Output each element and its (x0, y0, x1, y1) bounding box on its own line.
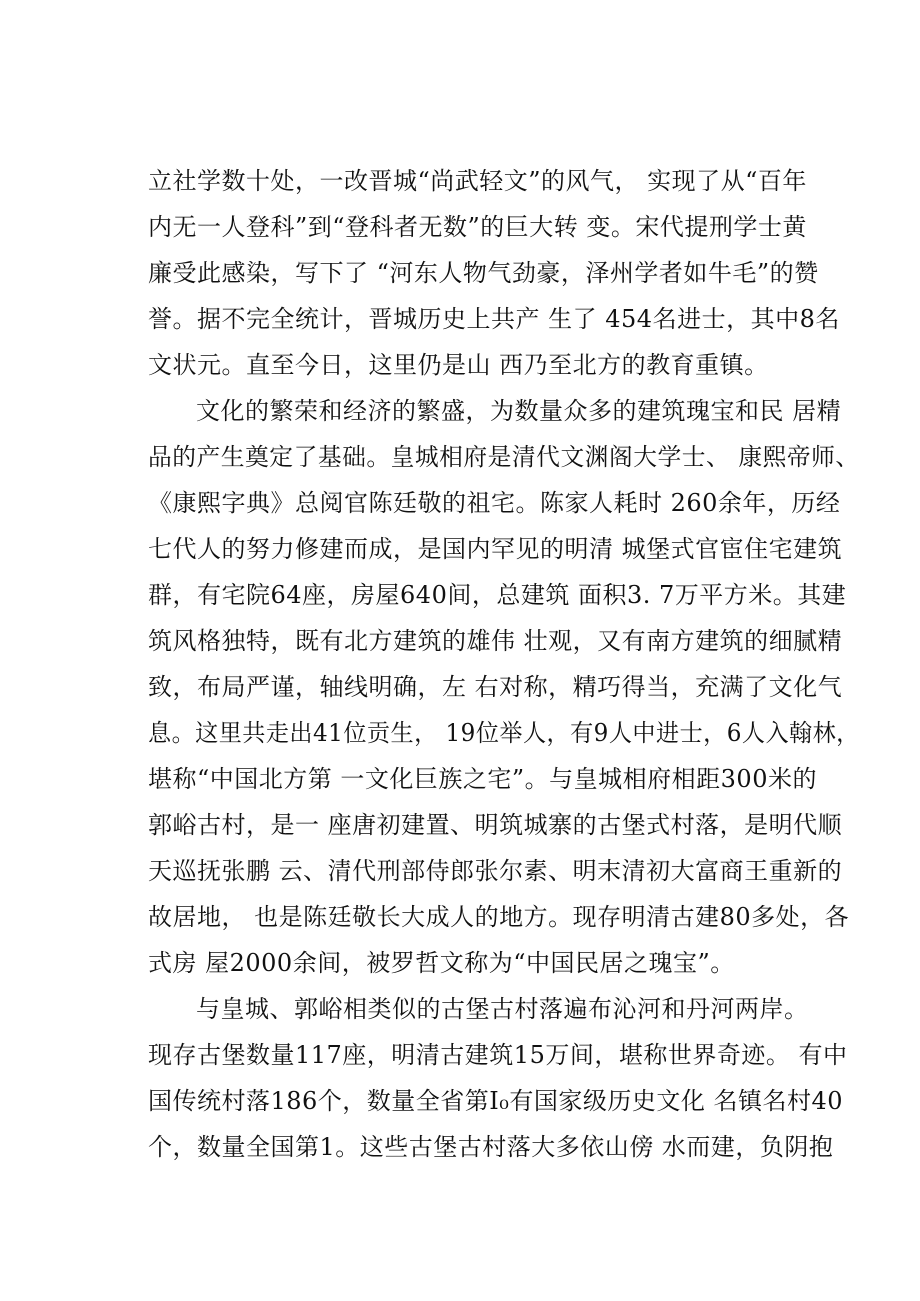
text-line-13: 息。这里共走出41位贡生， 19位举人，有9人中进士，6人入翰林， (148, 719, 860, 747)
text-line-12: 致，布局严谨，轴线明确，左 右对称，精巧得当，充满了文化气 (148, 673, 843, 701)
text-line-10: 群，有宅院64座，房屋640间，总建筑 面积3. 7万平方米。其建 (148, 581, 847, 609)
text-line-2: 内无一人登科”到“登科者无数”的巨大转 变。宋代提刑学士黄 (148, 213, 807, 241)
text-line-17: 故居地， 也是陈廷敬长大成人的地方。现存明清古建80多处，各 (148, 903, 850, 931)
paragraph-3-line-1: 与皇城、郭峪相类似的古堡古村落遍布沁河和丹河两岸。 (196, 995, 809, 1023)
text-line-16: 天巡抚张鹏 云、清代刑部侍郎张尔素、明末清初大富商王重新的 (148, 857, 843, 885)
text-line-7: 品的产生奠定了基础。皇城相府是清代文渊阁大学士、 康熙帝师、 (148, 443, 860, 471)
text-line-9: 七代人的努力修建而成，是国内罕见的明清 城堡式官宦住宅建筑 (148, 535, 843, 563)
text-line-5: 文状元。直至今日，这里仍是山 西乃至北方的教育重镇。 (148, 351, 769, 379)
text-line-20: 现存古堡数量117座，明清古建筑15万间，堪称世界奇迹。 有中 (148, 1041, 848, 1069)
text-line-22: 个，数量全国第1。这些古堡古村落大多依山傍 水而建，负阴抱 (148, 1133, 834, 1161)
text-line-18: 式房 屋2000余间，被罗哲文称为“中国民居之瑰宝”。 (148, 949, 735, 977)
text-line-14: 堪称“中国北方第 一文化巨族之宅”。与皇城相府相距300米的 (148, 765, 817, 793)
text-line-11: 筑风格独特，既有北方建筑的雄伟 壮观，又有南方建筑的细腻精 (148, 627, 843, 655)
text-line-1: 立社学数十处，一改晋城“尚武轻文”的风气， 实现了从“百年 (148, 167, 807, 195)
text-line-8: 《康熙字典》总阅官陈廷敬的祖宅。陈家人耗时 260余年，历经 (148, 489, 841, 517)
paragraph-2-line-1: 文化的繁荣和经济的繁盛，为数量众多的建筑瑰宝和民 居精 (196, 397, 842, 425)
text-line-15: 郭峪古村，是一 座唐初建置、明筑城寨的古堡式村落，是明代顺 (148, 811, 843, 839)
text-line-21: 国传统村落186个，数量全省第I₀有国家级历史文化 名镇名村40 (148, 1087, 844, 1115)
text-line-3: 廉受此感染，写下了 “河东人物气劲豪，泽州学者如牛毛”的赞 (148, 259, 819, 287)
text-line-4: 誉。据不完全统计，晋城历史上共产 生了 454名进士，其中8名 (148, 305, 840, 333)
